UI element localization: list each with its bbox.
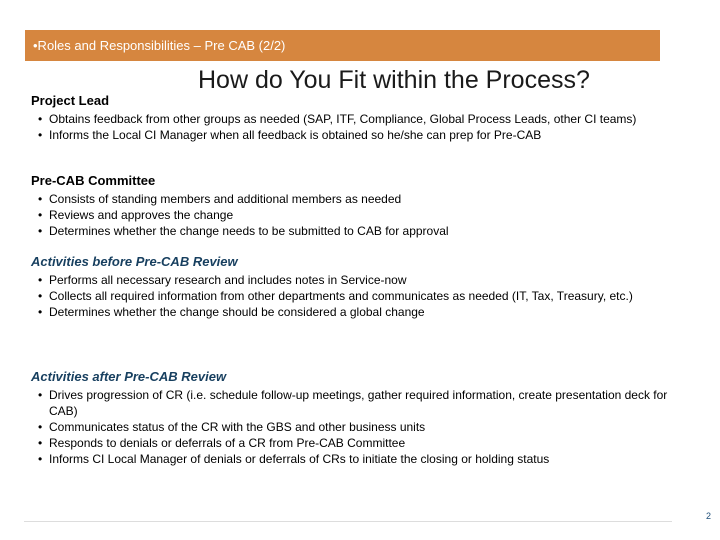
list-item: • Drives progression of CR (i.e. schedule follow-up meetings, gather required information, create presentation deck for CAB) [31,387,669,419]
list-item: • Collects all required information from other departments and communicates as needed (IT, Tax, Treasury, etc.) [31,288,669,304]
list-item: • Informs CI Local Manager of denials or deferrals of CRs to initiate the closing or holding status [31,451,669,467]
footer-divider [24,521,672,522]
section-pre-cab-committee [31,173,669,239]
list-item: • Determines whether the change needs to be submitted to CAB for approval [31,223,669,239]
page-title: How do You Fit within the Process? [198,66,590,94]
header-banner [25,30,660,61]
section-heading: Activities before Pre-CAB Review [31,254,238,269]
section-project-lead [31,93,669,143]
section-heading: Project Lead [31,93,110,108]
bullet-list [31,111,669,143]
list-item: • Informs the Local CI Manager when all feedback is obtained so he/she can prep for Pre-CAB [31,127,669,143]
list-item: • Communicates status of the CR with the GBS and other business units [31,419,669,435]
section-heading: Activities after Pre-CAB Review [31,369,227,384]
list-item: • Reviews and approves the change [31,207,669,223]
bullet-list [31,191,669,239]
bullet-list [31,387,669,467]
list-item: • Consists of standing members and additional members as needed [31,191,669,207]
list-item: • Performs all necessary research and includes notes in Service-now [31,272,669,288]
list-item: • Determines whether the change should be considered a global change [31,304,669,320]
section-activities-before [31,254,669,320]
page-number: 2 [706,511,712,521]
list-item: • Responds to denials or deferrals of a CR from Pre-CAB Committee [31,435,669,451]
list-item: • Obtains feedback from other groups as needed (SAP, ITF, Compliance, Global Process Leads, other CI teams) [31,111,669,127]
section-heading: Pre-CAB Committee [31,173,156,188]
section-activities-after [31,369,669,467]
banner-text: •Roles and Responsibilities – Pre CAB (2/2) [33,38,286,53]
bullet-list [31,272,669,320]
